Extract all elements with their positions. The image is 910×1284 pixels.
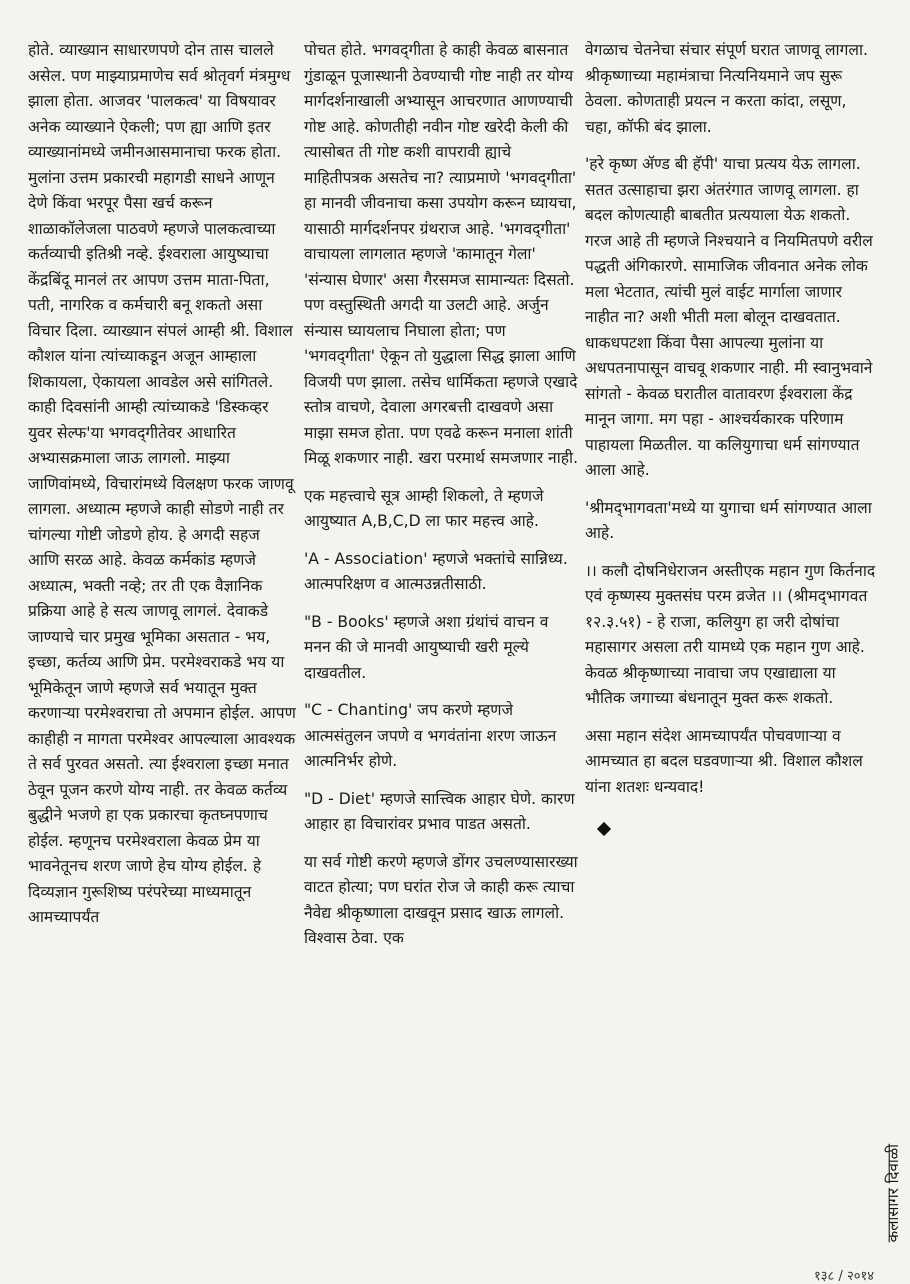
magazine-side-label: कलासागर दिवाळी xyxy=(884,1143,902,1242)
paragraph: 'A - Association' म्हणजे भक्तांचे सान्निध्य. आत्मपरिक्षण व आत्मउन्नतीसाठी. xyxy=(304,549,568,593)
paragraph: ।। कलौ दोषनिधेराजन अस्तीएक महान गुण किर्तनाद एवं कृष्णस्य मुक्तसंघ परम व्रजेत ।। (श्रीमद्‌भागवत १२.३.५१) - हे राजा, कलियुग हा जरी दोषांचा महासागर असला तरी यामध्ये एक महान गुण आहे. केवळ श्रीकृष्णाच्या नावाचा जप एखाद्याला या भौतिक जगाच्या बंधनातून मुक्त करू शकतो. xyxy=(585,561,876,707)
paragraph: "C - Chanting' जप करणे म्हणजे आत्मसंतुलन जपणे व भगवंतांना शरण जाऊन आत्मनिर्भर होणे. xyxy=(304,701,557,770)
paragraph: एक महत्त्वाचे सूत्र आम्ही शिकलो, ते म्हणजे आयुष्यात A,B,C,D ला फार महत्त्व आहे. xyxy=(304,486,544,530)
paragraph: होते. व्याख्यान साधारणपणे दोन तास चालले असेल. पण माझ्याप्रमाणेच सर्व श्रोतृवर्ग मंत्रमुग्ध झाला होता. आजवर 'पालकत्व' या विषयावर अनेक व्याख्याने ऐकली; पण ह्या आणि इतर व्याख्यानांमध्ये जमीनआसमानाचा फरक होता. मुलांना उत्तम प्रकारची महागडी साधने आणून देणे किंवा भरपूर पैसा खर्च करून शाळाकॉलेजला पाठवणे म्हणजे पालकत्वाच्या कर्तव्याची इतिश्री नव्हे. ईश्वराला आयुष्याचा केंद्रबिंदू मानलं तर आपण उत्तम माता-पिता, पती, नागरिक व कर्मचारी बनू शकतो असा विचार दिला. व्याख्यान संपलं आम्ही श्री. विशाल कौशल यांना त्यांच्याकडून अजून आम्हाला शिकायला, ऐकायला आवडेल असे सांगितले. काही दिवसांनी आम्ही त्यांच्याकडे 'डिस्कव्हर युवर सेल्फ'या भगवद्‌गीतेवर आधारित अभ्यासक्रमाला जाऊ लागलो. माझ्या जाणिवांमध्ये, विचारांमध्ये विलक्षण फरक जाणवू लागला. अध्यात्म म्हणजे काही सोडणे नाही तर चांगल्या गोष्टी जोडणे होय. हे अगदी सहज आणि सरळ आहे. केवळ कर्मकांड म्हणजे अध्यात्म, भक्ती नव्हे; तर ती एक वैज्ञानिक प्रक्रिया आहे हे सत्य जाणवू लागलं. देवाकडे जाण्याचे चार प्रमुख भूमिका असतात - भय, इच्छा, कर्तव्य आणि प्रेम. परमेश्वराकडे भय या भूमिकेतून जाणे म्हणजे सर्व भयातून मुक्त करणाऱ्या परमेश्वराचा तो अपमान होईल. आपण काहीही न मागता परमेश्वर आपल्याला आवश्यक ते सर्व पुरवत असतो. त्या ईश्वराला इच्छा मनात ठेवून पूजन करणे योग्य नाही. तर केवळ कर्तव्य बुद्धीने भजणे हा एक प्रकारचा कृतघ्नपणाच होईल. म्हणूनच परमेश्वराला केवळ प्रेम या भावनेतूनच शरण जाणे हेच योग्य होईल. हे दिव्यज्ञान गुरूशिष्य परंपरेच्या माध्यमातून आमच्यापर्यंत xyxy=(28,41,296,926)
paragraph: 'हरे कृष्ण ॲण्ड बी हॅपी' याचा प्रत्यय येऊ लागला. सतत उत्साहाचा झरा अंतरंगात जाणवू लागला. हा बदल कोणत्याही बाबतीत प्रत्ययाला येऊ शकतो. गरज आहे ती म्हणजे निश्चयाने व नियमितपणे वरील पद्धती अंगिकारणे. सामाजिक जीवनात अनेक लोक मला भेटतात, त्यांची मुलं वाईट मार्गाला जाणार नाहीत ना? अशी भीती मला बोलून दाखवतात. धाकधपटशा किंवा पैसा आपल्या मुलांना या अधपतनापासून वाचवू शकणार नाही. मी स्वानुभवाने सांगतो - केवळ घरातील वातावरण ईश्वराला केंद्र मानून जागा. मग पहा - आश्चर्यकारक परिणाम पाहायला मिळतील. या कलियुगाचा धर्म सांगण्यात आला आहे. xyxy=(585,155,873,479)
paragraph: पोचत होते. भगवद्‌गीता हे काही केवळ बासनात गुंडाळून पूजास्थानी ठेवण्याची गोष्ट नाही तर योग्य मार्गदर्शनाखाली अभ्यासून आचरणात आणण्याची गोष्ट आहे. कोणतीही नवीन गोष्ट खरेदी केली की त्यासोबत ती गोष्ट कशी वापरावी ह्याचे माहितीपत्रक असतेच ना? त्याप्रमाणे 'भगवद्‌गीता' हा मानवी जीवनाचा कसा उपयोग करून घ्यायचा, यासाठी मार्गदर्शनपर ग्रंथराज आहे. 'भगवद्‌गीता' वाचायला लागलात म्हणजे 'कामातून गेला' 'संन्यास घेणार' असा गैरसमज सामान्यतः दिसतो. पण वस्तुस्थिती अगदी या उलटी आहे. अर्जुन संन्यास घ्यायलाच निघाला होता; पण 'भगवद्‌गीता' ऐकून तो युद्धाला सिद्ध झाला आणि विजयी पण झाला. तसेच धार्मिकता म्हणजे एखादे स्तोत्र वाचणे, देवाला अगरबत्ती दाखवणे असा माझा समज होता. पण एवढे करून मनाला शांती मिळू शकणार नाही. खरा परमार्थ समजणार नाही. xyxy=(304,41,579,467)
paragraph: असा महान संदेश आमच्यापर्यंत पोचवणाऱ्या व आमच्यात हा बदल घडवणाऱ्या श्री. विशाल कौशल यांना शतशः धन्यवाद! xyxy=(585,726,863,796)
text-column-2 xyxy=(304,38,580,952)
paragraph: या सर्व गोष्टी करणे म्हणजे डोंगर उचलण्यासारख्या वाटत होत्या; पण घरांत रोज जे काही करू त्याचा नैवेद्य श्रीकृष्णाला दाखवून प्रसाद खाऊ लागलो. विश्वास ठेवा. एक xyxy=(304,852,578,947)
paragraph: वेगळाच चेतनेचा संचार संपूर्ण घरात जाणवू लागला. श्रीकृष्णाच्या महामंत्राचा नित्यनियमाने जप सुरू ठेवला. कोणताही प्रयत्न न करता कांदा, लसूण, चहा, कॉफी बंद झाला. xyxy=(585,41,868,136)
page-number: १३८ / २०१४ xyxy=(814,1269,874,1284)
text-column-1 xyxy=(28,38,296,931)
text-column-3 xyxy=(585,38,877,843)
paragraph: "B - Books' म्हणजे अशा ग्रंथांचं वाचन व मनन की जे मानवी आयुष्याची खरी मूल्ये दाखवतील. xyxy=(304,612,549,682)
paragraph: 'श्रीमद्‌भागवता'मध्ये या युगाचा धर्म सांगण्यात आला आहे. xyxy=(585,498,872,542)
end-mark-diamond-icon xyxy=(597,822,611,836)
paragraph: "D - Diet' म्हणजे सात्त्विक आहार घेणे. कारण आहार हा विचारांवर प्रभाव पाडत असतो. xyxy=(304,789,575,833)
